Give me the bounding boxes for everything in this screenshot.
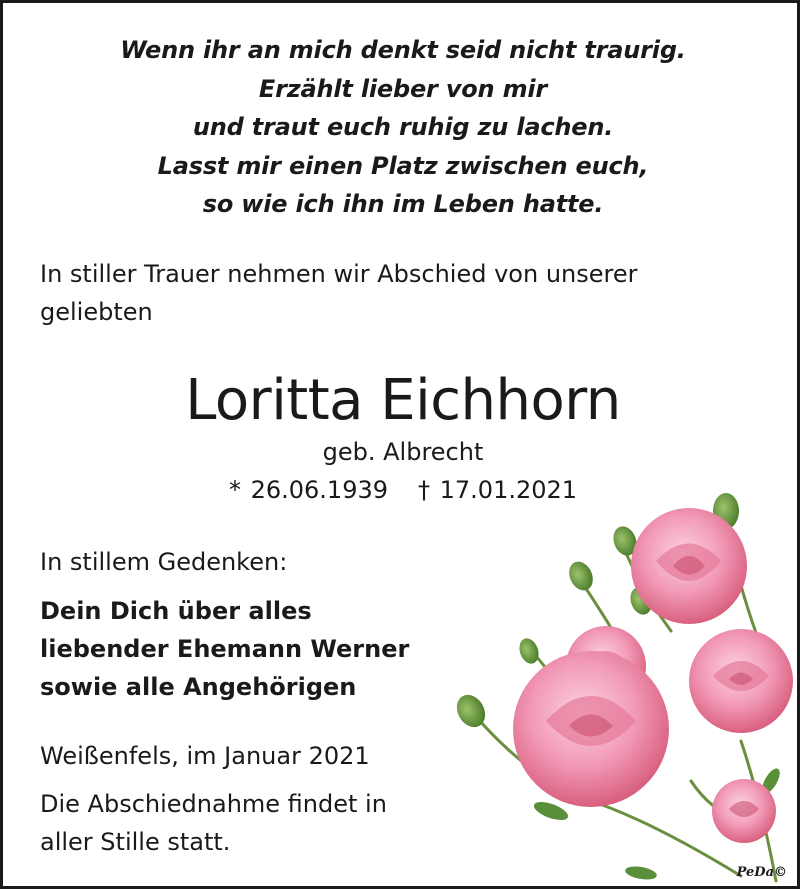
poem-line: Lasst mir einen Platz zwischen euch, <box>157 151 649 180</box>
farewell-line: aller Stille statt. <box>40 828 231 856</box>
place-date: Weißenfels, im Januar 2021 <box>40 742 370 770</box>
image-credit: PeDa© <box>736 865 787 880</box>
farewell-note <box>40 785 387 861</box>
rose <box>689 629 793 733</box>
poem-line: Erzählt lieber von mir <box>258 74 548 103</box>
farewell-line: Die Abschiednahme findet in <box>40 790 387 818</box>
poem-line: und traut euch ruhig zu lachen. <box>192 113 614 141</box>
rose <box>513 651 669 807</box>
poem <box>3 31 800 224</box>
rose <box>631 508 747 624</box>
deceased-name: Loritta Eichhorn <box>185 368 621 433</box>
rose <box>712 779 776 843</box>
roses-illustration <box>441 481 800 889</box>
mourners-line: liebender Ehemann Werner <box>40 635 410 663</box>
birth-date: * 26.06.1939 <box>228 476 388 504</box>
mourners <box>40 592 409 706</box>
intro-text: In stiller Trauer nehmen wir Abschied von unserer geliebten <box>40 260 638 326</box>
mourners-line: Dein Dich über alles <box>40 597 312 625</box>
memory-label: In stillem Gedenken: <box>40 548 288 576</box>
mourners-line: sowie alle Angehörigen <box>40 673 357 701</box>
poem-line: so wie ich ihn im Leben hatte. <box>202 190 604 218</box>
poem-line: Wenn ihr an mich denkt seid nicht traurig. <box>120 36 686 64</box>
maiden-name: geb. Albrecht <box>322 438 484 466</box>
death-date: † 17.01.2021 <box>418 476 578 504</box>
